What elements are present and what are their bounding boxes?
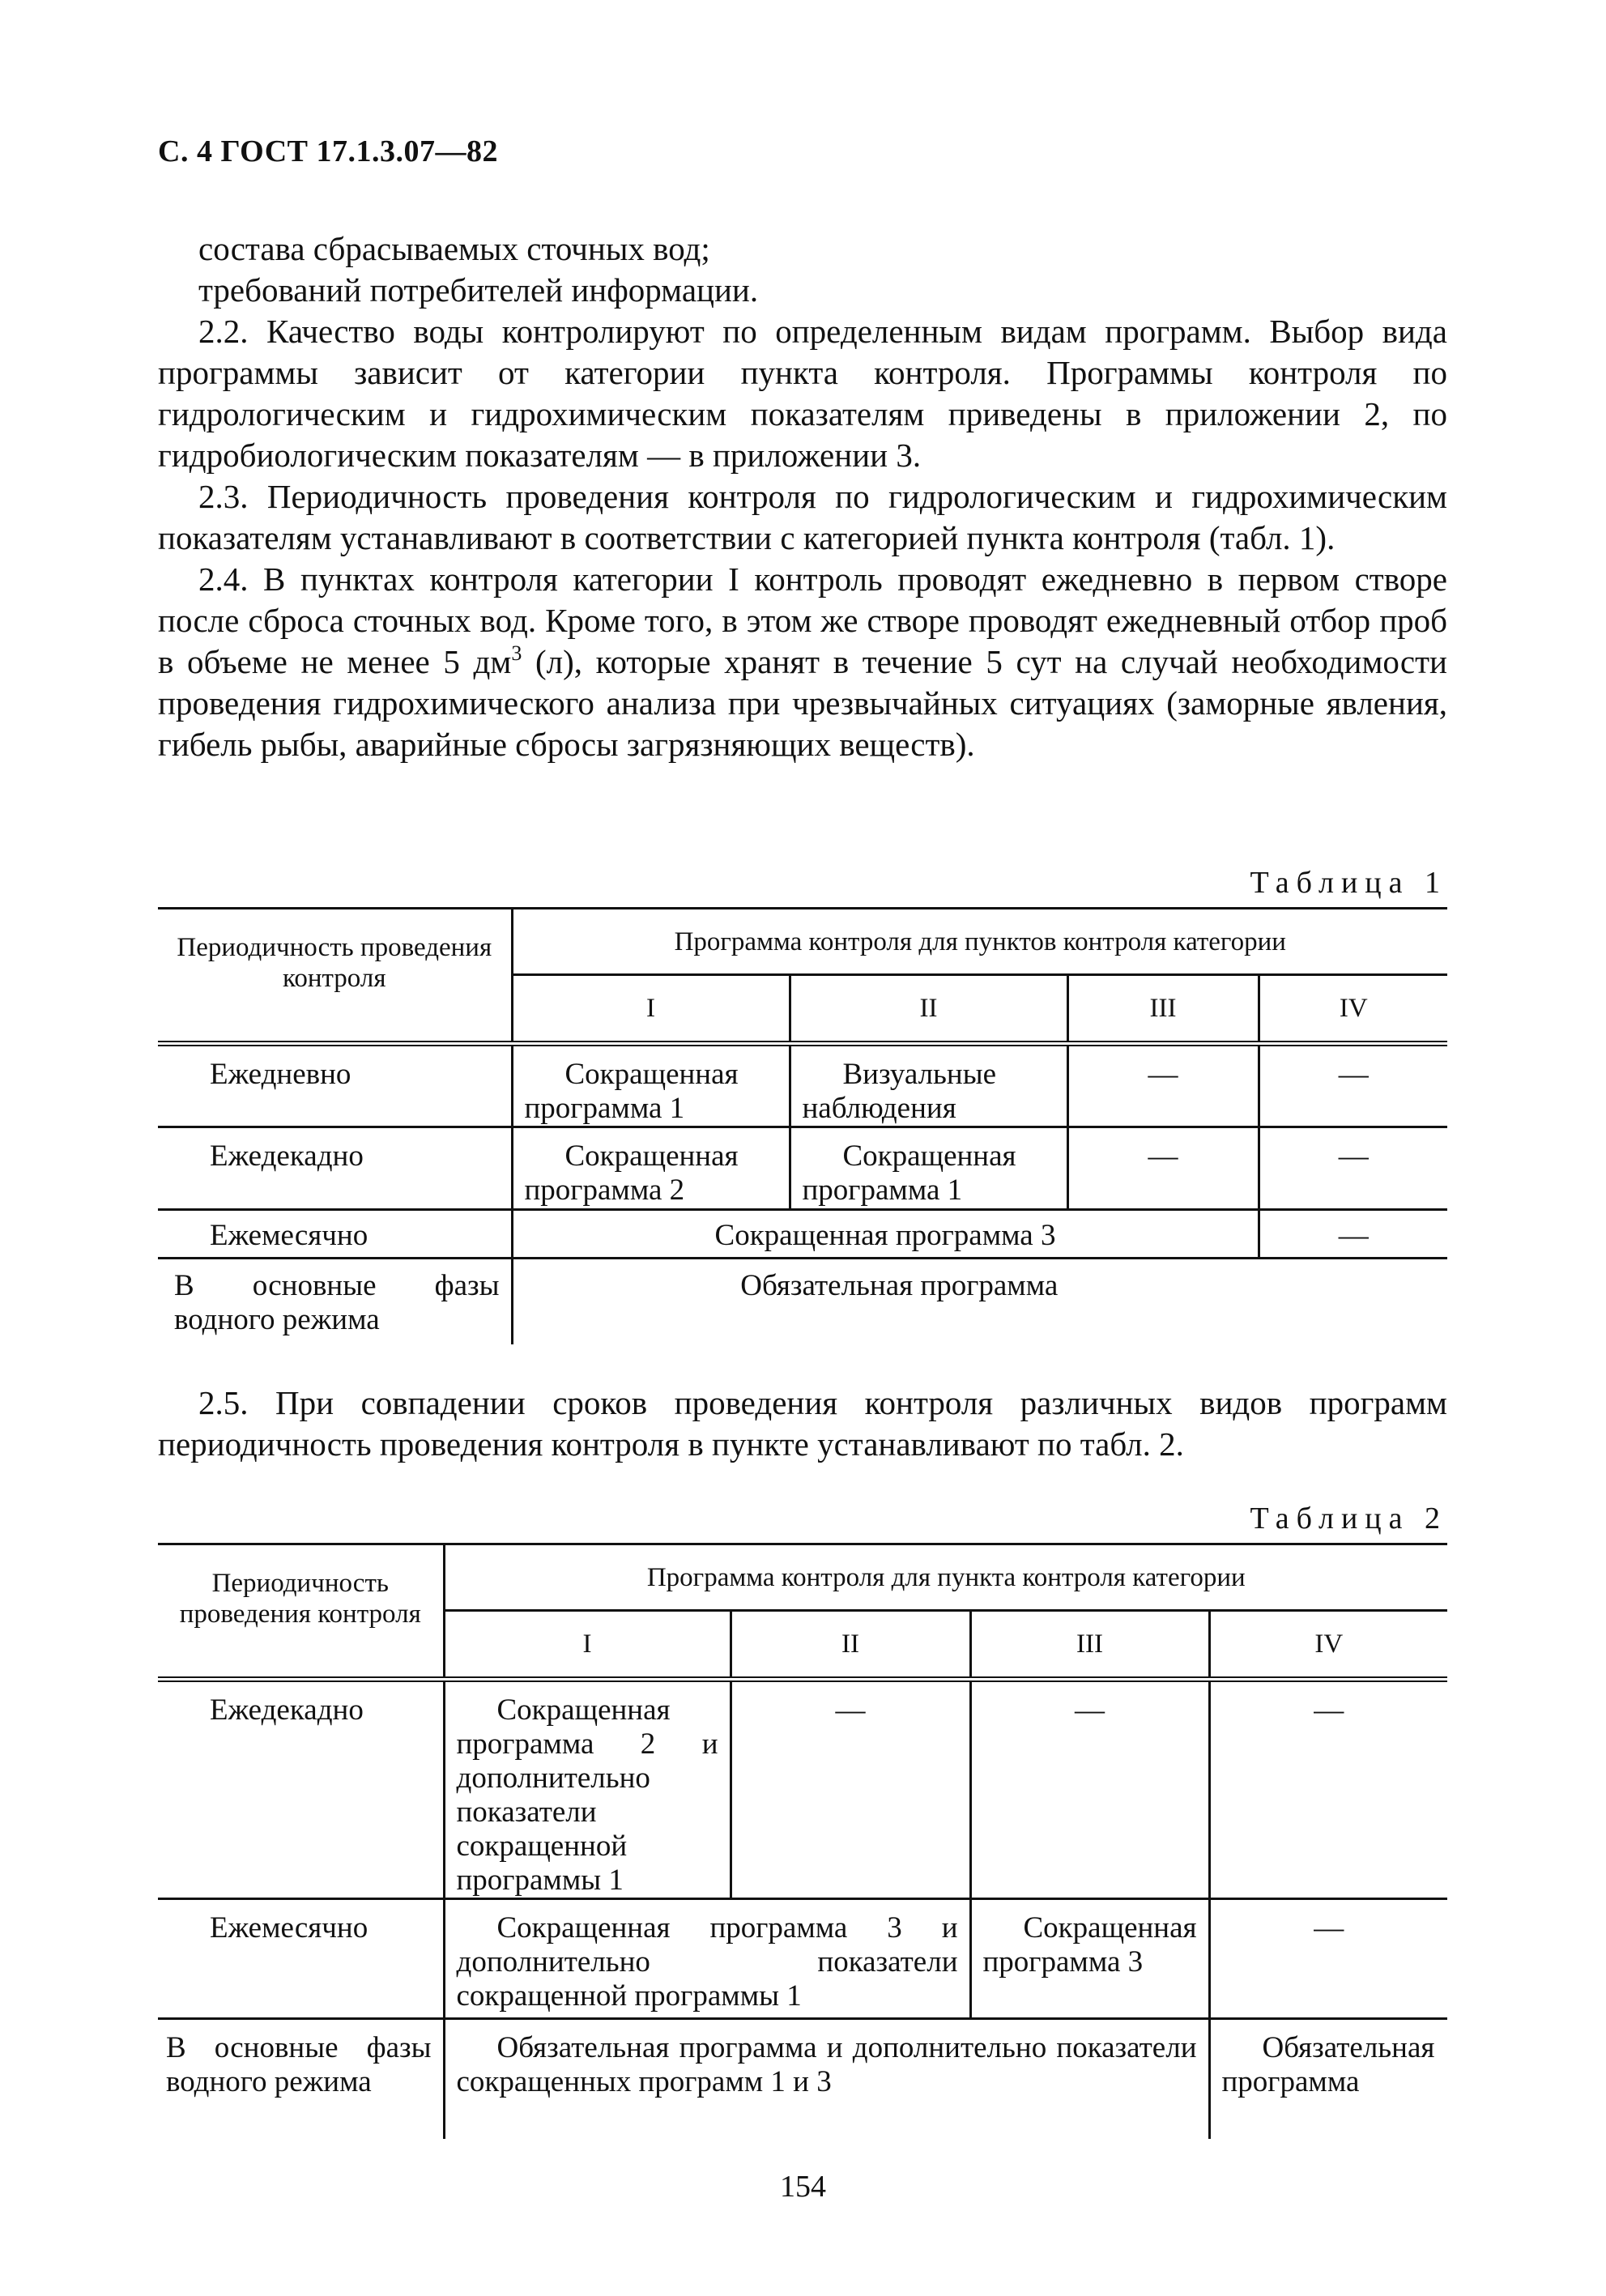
- table-1-cell: Визуальные наблюдения: [790, 1044, 1067, 1127]
- table-2-group-header: Программа контроля для пункта контроля категории: [444, 1544, 1447, 1611]
- table-1-cell: —: [1259, 1210, 1447, 1259]
- paragraph-2-4-superscript: 3: [511, 641, 522, 665]
- table-1-category-iv: IV: [1259, 975, 1447, 1044]
- table-1-cell: —: [1067, 1127, 1259, 1210]
- page-header: С. 4 ГОСТ 17.1.3.07—82: [158, 134, 498, 168]
- paragraph-2-2: 2.2. Качество воды контролируют по определенным видам программ. Выбор вида программы зависит от категории пункта контроля. Программы контроля по гидрологическим и гидрохимическим показателям приведены в приложении 2, по гидробиологическим показателям — в приложении 3.: [158, 313, 1447, 474]
- table-row: [158, 1127, 1447, 1210]
- table-2-cell: —: [1209, 1680, 1447, 1899]
- paragraph-1: состава сбрасываемых сточных вод;: [198, 230, 710, 267]
- table-1-caption: Таблица 1: [1250, 866, 1447, 900]
- table-1: [158, 907, 1447, 1344]
- paragraph-2-4: [158, 559, 1447, 765]
- table-2-category-ii: II: [731, 1611, 970, 1680]
- table-1-cell: Сокращенная программа 3: [512, 1210, 1259, 1259]
- table-2-cell: —: [731, 1680, 970, 1899]
- paragraph-2-5: 2.5. При совпадении сроков проведения контроля различных видов программ периодичность проведения контроля в пункте устанавливают по табл. 2.: [158, 1384, 1447, 1463]
- table-1-cell: —: [1259, 1044, 1447, 1127]
- table-1-period-phases: В основные фазы водного режима: [174, 1269, 500, 1336]
- table-1-category-iii: III: [1067, 975, 1259, 1044]
- table-2-cell: Обязательная программа: [1209, 2019, 1447, 2139]
- table-1-period-monthly: Ежемесячно: [158, 1210, 512, 1259]
- table-2-period-phases: В основные фазы водного режима: [166, 2031, 432, 2098]
- table-1-cell: —: [1259, 1127, 1447, 1210]
- table-2-caption: Таблица 2: [1250, 1502, 1447, 1536]
- table-2-category-iv: IV: [1209, 1611, 1447, 1680]
- table-2-cell: Обязательная программа и дополнительно показатели сокращенных программ 1 и 3: [444, 2019, 1209, 2139]
- table-2-cell: Сокращенная программа 2 и дополнительно показатели сокращенной программы 1: [444, 1680, 731, 1899]
- table-1-cell: Сокращенная программа 1: [790, 1127, 1067, 1210]
- table-row: [158, 1680, 1447, 1899]
- table-1-cell: Сокращенная программа 1: [512, 1044, 790, 1127]
- page-number: 154: [780, 2170, 826, 2204]
- table-1-period-decadal: Ежедекадно: [158, 1127, 512, 1210]
- paragraph-2: требований потребителей информации.: [198, 271, 759, 309]
- table-1-cell: —: [1067, 1044, 1259, 1127]
- table-1-cell: Сокращенная программа 2: [512, 1127, 790, 1210]
- table-2-period-monthly: Ежемесячно: [158, 1899, 444, 2019]
- table-row: [158, 1899, 1447, 2019]
- table-row: [158, 2019, 1447, 2139]
- table-2: [158, 1543, 1447, 2139]
- table-row: [158, 1210, 1447, 1259]
- paragraph-2-3: 2.3. Периодичность проведения контроля по гидрологическим и гидрохимическим показателям устанавливают в соответствии с категорией пункта контроля (табл. 1).: [158, 478, 1447, 556]
- table-2-period-header: Периодичность проведения контроля: [158, 1544, 444, 1680]
- paragraph-2-4-part-b: (л), которые хранят в течение 5 сут на случай необходимости проведения гидрохимического анализа при чрезвычайных ситуациях (заморные явления, гибель рыбы, аварийные сбросы загрязняющих веществ).: [158, 643, 1447, 763]
- table-2-category-i: I: [444, 1611, 731, 1680]
- table-2-cell: Сокращенная программа 3: [970, 1899, 1209, 2019]
- table-1-period-header: Периодичность проведения контроля: [158, 909, 512, 1044]
- table-1-period-daily: Ежедневно: [158, 1044, 512, 1127]
- paragraph-2-4-part-a: 2.4. В пунктах контроля категории I контроль проводят ежедневно в первом створе после сброса сточных вод. Кроме того, в этом же створе проводят ежедневный отбор проб в объеме не менее 5 дм: [158, 560, 1447, 680]
- body-text-2: [158, 1382, 1447, 1465]
- table-2-cell: —: [1209, 1899, 1447, 2019]
- table-1-category-i: I: [512, 975, 790, 1044]
- body-text: [158, 228, 1447, 765]
- table-1-group-header: Программа контроля для пунктов контроля категории: [512, 909, 1447, 975]
- table-2-cell: —: [970, 1680, 1209, 1899]
- table-1-cell: Обязательная программа: [512, 1259, 1447, 1344]
- table-row: [158, 1044, 1447, 1127]
- table-2-period-decadal: Ежедекадно: [158, 1680, 444, 1899]
- table-2-cell: Сокращенная программа 3 и дополнительно показатели сокращенной программы 1: [444, 1899, 970, 2019]
- table-2-category-iii: III: [970, 1611, 1209, 1680]
- table-row: [158, 1259, 1447, 1344]
- table-1-category-ii: II: [790, 975, 1067, 1044]
